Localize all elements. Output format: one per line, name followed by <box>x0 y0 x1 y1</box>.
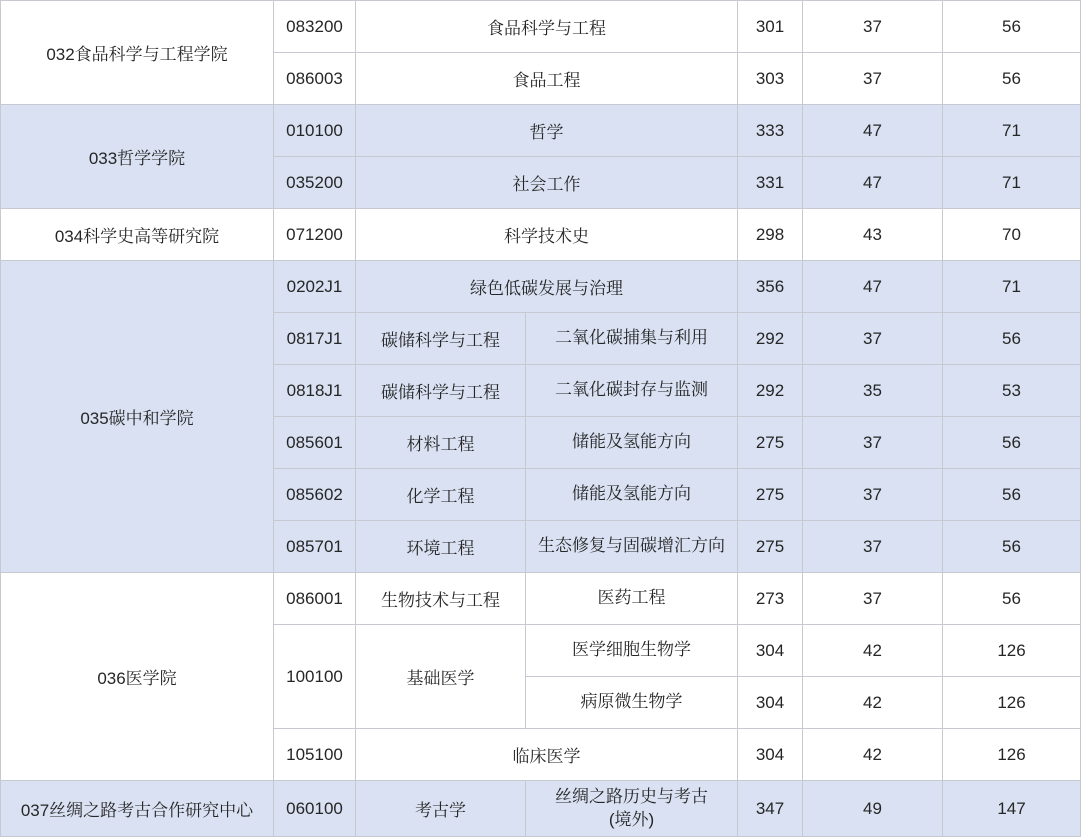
score-cell-2: 35 <box>803 365 943 417</box>
college-cell: 035碳中和学院 <box>1 261 274 573</box>
table-row <box>1 1 1081 53</box>
score-cell-1: 331 <box>738 157 803 209</box>
program-cell: 哲学 <box>356 105 738 157</box>
code-cell: 105100 <box>274 729 356 781</box>
code-cell: 071200 <box>274 209 356 261</box>
score-cell-1: 347 <box>738 781 803 837</box>
college-cell: 032食品科学与工程学院 <box>1 1 274 105</box>
score-cell-1: 298 <box>738 209 803 261</box>
score-cell-3: 56 <box>943 521 1081 573</box>
code-cell: 035200 <box>274 157 356 209</box>
score-cell-2: 37 <box>803 417 943 469</box>
score-cell-1: 304 <box>738 729 803 781</box>
direction-cell: 生态修复与固碳增汇方向 <box>526 521 738 573</box>
score-cell-1: 275 <box>738 469 803 521</box>
score-cell-3: 71 <box>943 261 1081 313</box>
direction-cell: 储能及氢能方向 <box>526 469 738 521</box>
score-cell-2: 42 <box>803 729 943 781</box>
table-row <box>1 781 1081 837</box>
program-cell: 环境工程 <box>356 521 526 573</box>
score-cell-3: 56 <box>943 1 1081 53</box>
score-cell-3: 126 <box>943 625 1081 677</box>
program-cell: 考古学 <box>356 781 526 837</box>
direction-cell: 二氧化碳捕集与利用 <box>526 313 738 365</box>
score-cell-1: 333 <box>738 105 803 157</box>
code-cell: 100100 <box>274 625 356 729</box>
score-cell-3: 126 <box>943 729 1081 781</box>
score-cell-3: 56 <box>943 53 1081 105</box>
code-cell: 010100 <box>274 105 356 157</box>
code-cell: 0817J1 <box>274 313 356 365</box>
code-cell: 085601 <box>274 417 356 469</box>
code-cell: 060100 <box>274 781 356 837</box>
code-cell: 0202J1 <box>274 261 356 313</box>
score-cell-3: 56 <box>943 469 1081 521</box>
score-cell-3: 53 <box>943 365 1081 417</box>
program-cell: 食品工程 <box>356 53 738 105</box>
direction-cell: 病原微生物学 <box>526 677 738 729</box>
score-cell-2: 37 <box>803 573 943 625</box>
code-cell: 086003 <box>274 53 356 105</box>
score-cell-3: 71 <box>943 157 1081 209</box>
score-cell-2: 42 <box>803 677 943 729</box>
table-row <box>1 573 1081 625</box>
score-cell-2: 47 <box>803 157 943 209</box>
direction-cell: 二氧化碳封存与监测 <box>526 365 738 417</box>
score-cell-3: 56 <box>943 573 1081 625</box>
score-cell-1: 304 <box>738 677 803 729</box>
score-cell-3: 126 <box>943 677 1081 729</box>
score-cell-2: 37 <box>803 521 943 573</box>
score-cell-2: 42 <box>803 625 943 677</box>
code-cell: 083200 <box>274 1 356 53</box>
college-cell: 037丝绸之路考古合作研究中心 <box>1 781 274 837</box>
table-row <box>1 261 1081 313</box>
score-cell-3: 71 <box>943 105 1081 157</box>
direction-cell: 医学细胞生物学 <box>526 625 738 677</box>
program-cell: 碳储科学与工程 <box>356 313 526 365</box>
table-row <box>1 105 1081 157</box>
code-cell: 086001 <box>274 573 356 625</box>
college-cell: 036医学院 <box>1 573 274 781</box>
score-cell-1: 292 <box>738 313 803 365</box>
direction-cell: 丝绸之路历史与考古 (境外) <box>526 781 738 837</box>
score-cell-1: 275 <box>738 417 803 469</box>
score-cell-3: 56 <box>943 417 1081 469</box>
program-cell: 材料工程 <box>356 417 526 469</box>
score-cell-1: 356 <box>738 261 803 313</box>
code-cell: 085701 <box>274 521 356 573</box>
score-cell-1: 303 <box>738 53 803 105</box>
program-cell: 社会工作 <box>356 157 738 209</box>
program-cell: 科学技术史 <box>356 209 738 261</box>
score-cell-2: 37 <box>803 313 943 365</box>
direction-cell: 医药工程 <box>526 573 738 625</box>
score-cell-1: 301 <box>738 1 803 53</box>
score-cell-1: 304 <box>738 625 803 677</box>
program-cell: 碳储科学与工程 <box>356 365 526 417</box>
score-cell-1: 273 <box>738 573 803 625</box>
score-cell-3: 56 <box>943 313 1081 365</box>
college-cell: 033哲学学院 <box>1 105 274 209</box>
college-cell: 034科学史高等研究院 <box>1 209 274 261</box>
score-cell-2: 47 <box>803 261 943 313</box>
direction-cell: 储能及氢能方向 <box>526 417 738 469</box>
score-cell-2: 47 <box>803 105 943 157</box>
program-cell: 临床医学 <box>356 729 738 781</box>
program-cell: 食品科学与工程 <box>356 1 738 53</box>
score-cell-2: 37 <box>803 53 943 105</box>
code-cell: 085602 <box>274 469 356 521</box>
score-cell-1: 292 <box>738 365 803 417</box>
score-cell-3: 147 <box>943 781 1081 837</box>
score-cell-2: 43 <box>803 209 943 261</box>
score-cell-3: 70 <box>943 209 1081 261</box>
table-row <box>1 209 1081 261</box>
program-cell: 绿色低碳发展与治理 <box>356 261 738 313</box>
score-cell-1: 275 <box>738 521 803 573</box>
code-cell: 0818J1 <box>274 365 356 417</box>
program-cell: 化学工程 <box>356 469 526 521</box>
score-cell-2: 37 <box>803 469 943 521</box>
program-cell: 基础医学 <box>356 625 526 729</box>
score-cell-2: 49 <box>803 781 943 837</box>
score-cell-2: 37 <box>803 1 943 53</box>
program-cell: 生物技术与工程 <box>356 573 526 625</box>
